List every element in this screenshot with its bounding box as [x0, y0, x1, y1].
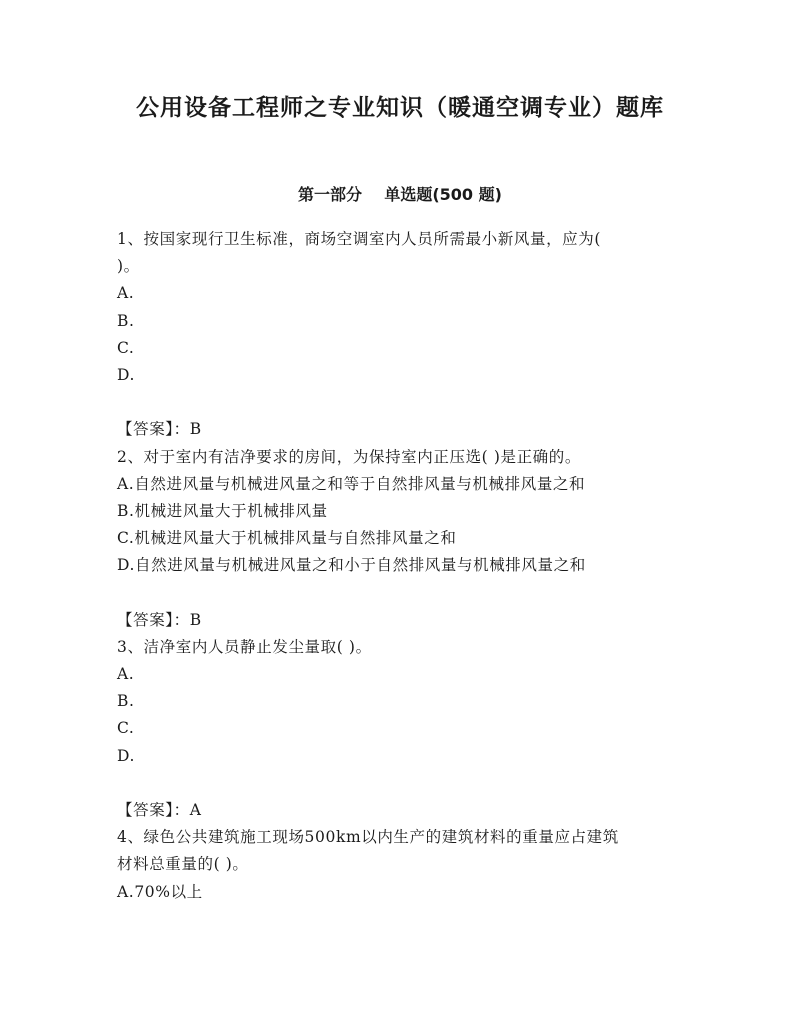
question-2-option-b: B.机械进风量大于机械排风量 — [117, 501, 328, 520]
question-2-option-d: D.自然进风量与机械进风量之和小于自然排风量与机械排风量之和 — [117, 556, 586, 575]
question-4-stem-line-1: 4、绿色公共建筑施工现场500km以内生产的建筑材料的重量应占建筑 — [117, 828, 619, 847]
question-1-stem-line-2: )。 — [117, 257, 140, 276]
question-2-option-c: C.机械进风量大于机械排风量与自然排风量之和 — [117, 529, 457, 548]
spacer — [117, 389, 687, 416]
question-list — [117, 226, 687, 906]
spacer — [117, 579, 687, 606]
question-1-answer: 【答案】：B — [117, 420, 202, 439]
question-4-option-a: A.70%以上 — [117, 882, 203, 901]
spacer — [117, 770, 687, 797]
question-1-option-d: D. — [117, 365, 136, 384]
document-title: 公用设备工程师之专业知识（暖通空调专业）题库 — [136, 95, 664, 121]
question-3-option-d: D. — [117, 746, 136, 765]
question-1-stem-line-1: 1、按国家现行卫生标准，商场空调室内人员所需最小新风量，应为( — [117, 230, 602, 248]
question-3-answer: 【答案】：A — [117, 800, 202, 819]
question-2-option-a: A.自然进风量与机械进风量之和等于自然排风量与机械排风量之和 — [117, 474, 586, 493]
question-2-answer: 【答案】：B — [117, 610, 202, 629]
question-4-stem-line-2: 材料总重量的( )。 — [117, 855, 249, 874]
question-2-stem-line-1: 2、对于室内有洁净要求的房间，为保持室内正压选( )是正确的。 — [117, 447, 581, 466]
question-1-option-a: A. — [117, 284, 135, 303]
question-3-option-a: A. — [117, 665, 135, 683]
question-3-option-c: C. — [117, 719, 135, 738]
question-1-option-b: B. — [117, 311, 135, 330]
question-3-option-b: B. — [117, 692, 135, 711]
question-1-option-c: C. — [117, 338, 135, 357]
section-heading: 第一部分 单选题(500 题) — [298, 185, 502, 204]
question-3-stem-line-1: 3、洁净室内人员静止发尘量取( )。 — [117, 637, 372, 656]
